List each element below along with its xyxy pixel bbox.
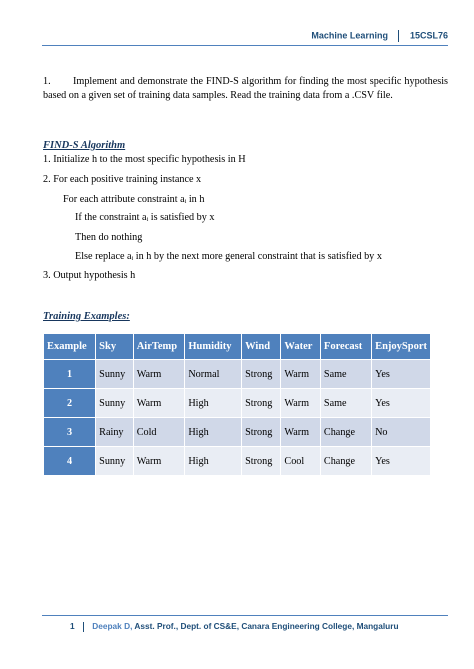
footer-affiliation: Asst. Prof., Dept. of CS&E, Canara Engineering College, Mangaluru: [134, 621, 399, 631]
table-row: [44, 389, 431, 418]
header-rule: [42, 45, 448, 46]
header-divider: [398, 30, 399, 42]
column-header: Forecast: [320, 334, 371, 360]
algorithm-heading: FIND-S Algorithm: [43, 140, 126, 151]
table-cell: 2: [44, 389, 96, 418]
table-cell: High: [185, 447, 242, 476]
table-cell: Sunny: [96, 447, 134, 476]
footer-author: Deepak D,: [92, 621, 133, 631]
footer-rule: [42, 615, 448, 616]
table-cell: Warm: [281, 360, 321, 389]
page-header: [311, 30, 448, 42]
table-cell: High: [185, 389, 242, 418]
algorithm-step: 2. For each positive training instance x: [43, 174, 202, 185]
page-number: 1: [70, 621, 75, 631]
column-header: EnjoySport: [372, 334, 431, 360]
table-cell: Strong: [242, 360, 281, 389]
table-cell: Warm: [133, 389, 185, 418]
column-header: Example: [44, 334, 96, 360]
table-cell: Same: [320, 389, 371, 418]
table-cell: Normal: [185, 360, 242, 389]
table-cell: Change: [320, 418, 371, 447]
table-cell: Cold: [133, 418, 185, 447]
algorithm-step: 1. Initialize h to the most specific hypothesis in H: [43, 154, 246, 165]
column-header: Water: [281, 334, 321, 360]
problem-statement: [43, 75, 448, 103]
table-header-row: [44, 334, 431, 360]
algorithm-step: If the constraint aᵢ is satisfied by x: [75, 212, 215, 223]
algorithm-step: For each attribute constraint aᵢ in h: [63, 194, 205, 205]
algorithm-step: Else replace aᵢ in h by the next more general constraint that is satisfied by x: [75, 251, 382, 262]
problem-text: Implement and demonstrate the FIND-S algorithm for finding the most specific hypothesis based on a given set of training data samples. Read the training data from a .CSV file.: [43, 76, 448, 101]
problem-number: 1.: [43, 76, 51, 87]
table-cell: Change: [320, 447, 371, 476]
table-cell: 4: [44, 447, 96, 476]
training-table: [43, 333, 431, 476]
column-header: Humidity: [185, 334, 242, 360]
table-row: [44, 360, 431, 389]
table-cell: Strong: [242, 418, 281, 447]
table-cell: Yes: [372, 360, 431, 389]
header-subject: Machine Learning: [311, 30, 388, 41]
column-header: Sky: [96, 334, 134, 360]
table-cell: Strong: [242, 389, 281, 418]
table-cell: Warm: [133, 447, 185, 476]
table-cell: Same: [320, 360, 371, 389]
table-cell: Warm: [281, 389, 321, 418]
table-cell: Yes: [372, 389, 431, 418]
table-cell: Warm: [281, 418, 321, 447]
footer-divider: [83, 622, 84, 632]
table-cell: Strong: [242, 447, 281, 476]
algorithm-step: Then do nothing: [75, 232, 143, 243]
table-cell: Sunny: [96, 360, 134, 389]
page-footer: [70, 621, 399, 632]
table-cell: 1: [44, 360, 96, 389]
column-header: AirTemp: [133, 334, 185, 360]
table-cell: High: [185, 418, 242, 447]
table-cell: No: [372, 418, 431, 447]
training-heading: Training Examples:: [43, 311, 130, 322]
table-cell: 3: [44, 418, 96, 447]
table-cell: Sunny: [96, 389, 134, 418]
table-row: [44, 447, 431, 476]
table-cell: Yes: [372, 447, 431, 476]
algorithm-step: 3. Output hypothesis h: [43, 270, 136, 281]
header-code: 15CSL76: [409, 30, 448, 41]
table-row: [44, 418, 431, 447]
column-header: Wind: [242, 334, 281, 360]
table-cell: Cool: [281, 447, 321, 476]
table-cell: Rainy: [96, 418, 134, 447]
table-cell: Warm: [133, 360, 185, 389]
